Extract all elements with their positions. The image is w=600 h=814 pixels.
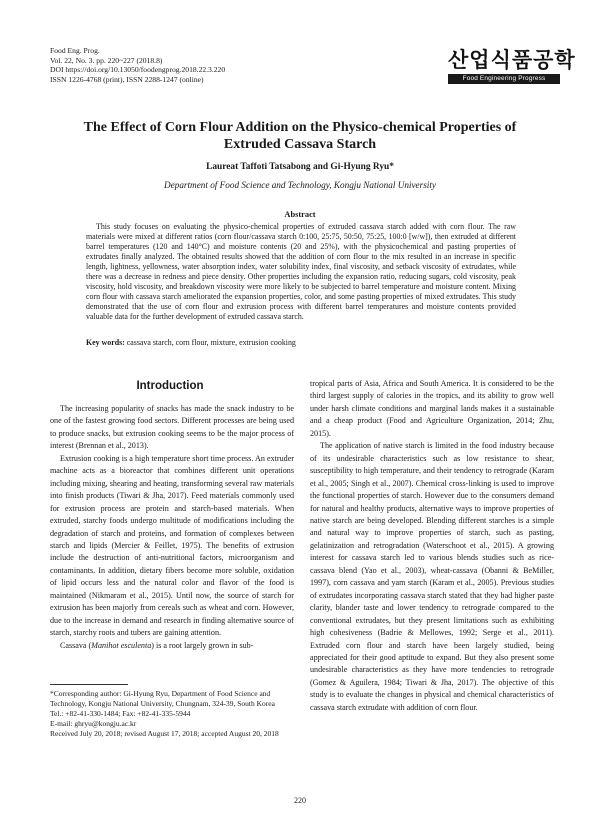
- authors: Laureat Taffoti Tatsabong and Gi-Hyung Ryu*: [206, 162, 394, 172]
- journal-issn: ISSN 1226-4768 (print), ISSN 2288-1247 (online): [50, 74, 204, 84]
- journal-meta: [50, 46, 225, 84]
- page-number: 220: [294, 796, 306, 805]
- intro-paragraph-4: The application of native starch is limited in the food industry because of its undesirable characteristics such as low resistance to shear, susceptibility to high temperature, and their tendency to retrograde (Karam et al., 2005; Singh et al., 2007). Chemical cross-linking is used to improve the functional properties of starch. However due to the consumers demand for natural and healthy products, alternative ways to improve properties of native starch are being developed. Blending different starches is a simple and natural way to improve properties of starch, such as pasting, gelatinization and retrogradation (Waterschoot et al., 2015). A growing interest for cassava starch led to various blends studies such as rice-cassava blend (Yao et al., 2003), wheat-cassava (Obanni & BeMiller, 1997), corn cassava and yam starch (Karam et al., 2005). Previous studies of extrudates incorporating cassava starch stated that they had higher paste clarity, blander taste and lower tendency to retrograde compared to the conventional extrudates, but they present limitations such as exhibiting high cohesiveness (Badrie & Mellowes, 1992; Serge et al., 2011). Extruded corn flour and starch have been largely studied, being appreciated for their good aptitude to expand. But they also present some undesirable characteristics as they have more tendencies to retrograde (Gomez & Aguilera, 1984; Tiwari & Jha, 2017). The objective of this study is to evaluate the changes in physical and chemical characteristics of cassava starch extrudate with addition of corn flour.: [310, 441, 554, 712]
- cassava-rest: ) is a root largely grown in sub-: [151, 640, 254, 650]
- title-line-1: The Effect of Corn Flour Addition on the Physico-chemical Properties of: [83, 120, 517, 135]
- abstract-text: This study focuses on evaluating the physico-chemical properties of extruded cassava starch added with corn flour. The raw materials were mixed at different ratios (corn flour/cassava starch 0:100, 25:75, 50:50, 75:25, 100:0 [w/w]), then extruded at different barrel temperatures (120 and 140°C) and moisture contents (20 and 25%), with the physicochemical and pasting properties of extrudates finally analyzed. The obtained results showed that the addition of corn flour to the mix resulted in an increase in specific length, lightness, yellowness, water absorption index, water solubility index, final viscosity, and setback viscosity of extrudates, while there was a decrease in redness and piece density. Other properties including the expansion ratio, reducing sugars, cold viscosity, peak viscosity, hold viscosity, and breakdown viscosity were more likely to be subjected to barrel temperature and moisture content. Mixing corn flour with cassava starch ameliorated the expansion properties, color, and some pasting properties of mixed extrudates. This study demonstrated that the use of corn flour and extrusion process with different barrel temperatures and moisture contents provided valuable data for the further development of extruded cassava starch.: [86, 222, 516, 321]
- intro-paragraph-1: The increasing popularity of snacks has made the snack industry to be one of the fastest growing food sectors. Different processes are being used to produce snacks, but extrusion cooking seems to be the major process of interest (Brennan et al., 2013).: [50, 404, 294, 451]
- cassava-species-name: Manihot esculenta: [91, 640, 152, 650]
- affiliation: Department of Food Science and Technology, Kongju National University: [164, 180, 436, 190]
- intro-paragraph-2: Extrusion cooking is a high temperature short time process. An extruder machine acts as a bioreactor that combines different unit operations including mixing, shearing and heating, transforming several raw materials into finish products (Tiwari & Jha, 2017). Feed materials commonly used for extrusion process are protein and starch-based materials. When extruded, starchy foods undergo multitude of modifications including the degradation of starch and proteins, and formation of complexes between starch and lipids (Mercier & Feillet, 1975). The benefits of extrusion include the destruction of anti-nutritional factors, microorganism and contaminants. In addition, dietary fibers become more soluble, oxidation of lipid occurs less and the natural color and flavor of the food is maintained (Nikmaram et al., 2015). Until now, the source of starch for extrusion has been majorly from cereals such as wheat and corn. However, due to the increase in demand and research in finding alternative source of starch, starchy roots and tubers are gaining attention.: [50, 453, 294, 638]
- keywords-label: Key words:: [86, 338, 125, 347]
- journal-name: Food Eng. Prog.: [50, 46, 100, 55]
- footnote-author: *Corresponding author: Gi-Hyung Ryu, Department of Food Science and Technology, Kongju National University, Chungnam, 324-39, South Korea: [50, 689, 275, 708]
- intro-paragraph-3-continued: tropical parts of Asia, Africa and South America. It is considered to be the third largest supply of calories in the tropics, and its ability to grow well under harsh climate conditions and marginal lands makes it a sustainable and a cheap product (Food and Agriculture Organization, 2014; Zhu, 2015).: [310, 379, 554, 438]
- logo-english-text: Food Engineering Progress: [448, 74, 560, 84]
- right-column: [310, 378, 554, 714]
- corresponding-author-footnote: [50, 689, 294, 739]
- footnote-email: E-mail: ghryu@kongju.ac.kr: [50, 718, 137, 728]
- footnote-dates: Received July 20, 2018; revised August 17, 2018; accepted August 20, 2018: [50, 728, 279, 738]
- logo-korean-text: 산업식품공학: [448, 48, 576, 72]
- abstract-heading: Abstract: [284, 210, 316, 219]
- footnote-divider: [50, 684, 128, 685]
- introduction-heading: Introduction: [136, 380, 204, 392]
- paper-title: [60, 120, 540, 153]
- journal-logo: [448, 48, 576, 90]
- keywords-value: cassava starch, corn flour, mixture, extrusion cooking: [126, 338, 296, 347]
- journal-volume: Vol. 22, No. 3. pp. 220~227 (2018.8): [50, 55, 163, 65]
- keywords: [86, 338, 516, 347]
- footnote-phone: Tel.: +82-41-330-1484; Fax: +82-41-335-5944: [50, 708, 191, 718]
- intro-paragraph-3: [50, 640, 294, 652]
- left-column: [50, 403, 294, 652]
- journal-doi: DOI https://doi.org/10.13050/foodengprog.2018.22.3.220: [50, 65, 226, 75]
- title-line-2: Extruded Cassava Starch: [223, 136, 377, 152]
- cassava-start: Cassava (: [60, 640, 92, 650]
